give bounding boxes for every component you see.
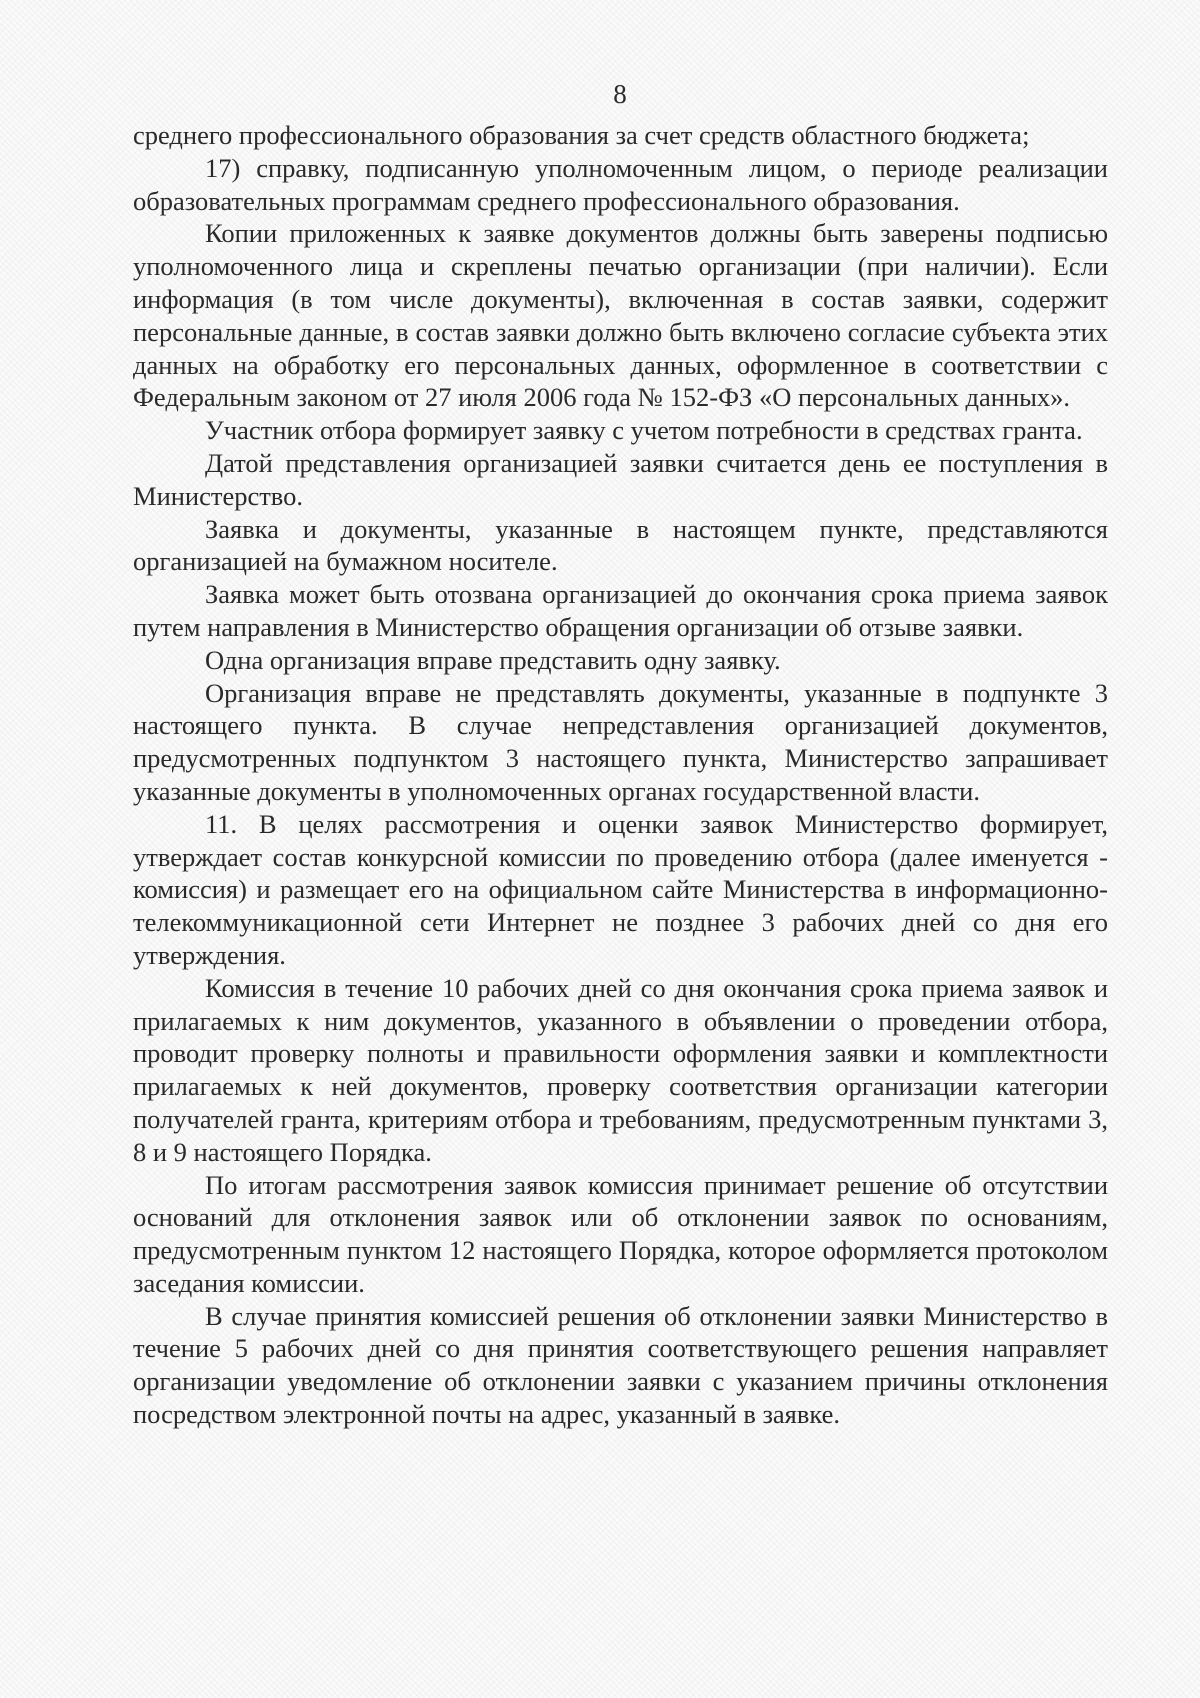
paragraph-continuation: среднего профессионального образования за счет средств областного бюджета; [133,120,1030,150]
paragraph-section-11: 11. В целях рассмотрения и оценки заявок Министерство формирует, утверждает состав конкурсной комиссии по проведению отбора (далее именуется - комиссия) и размещает его на официальном сайте Министерства в информационно-телекоммуникационной сети Интернет не позднее 3 рабочих дней со дня его утверждения. [133,808,1108,970]
paragraph-paper-submission: Заявка и документы, указанные в настоящем пункте, представляются организацией на бумажном носителе. [133,513,1108,577]
paragraph-application-formation: Участник отбора формирует заявку с учетом потребности в средствах гранта. [205,415,1083,446]
paragraph-documents-request: Организация вправе не представлять документы, указанные в подпункте 3 настоящего пункта. В случае непредставления организацией документов, предусмотренных подпунктом 3 настоящего пункта, Министерство запрашивает указанные документы в уполномоченных органах государственной власти. [133,677,1108,806]
paragraph-commission-review: Комиссия в течение 10 рабочих дней со дня окончания срока приема заявок и прилагаемых к ним документов, указанного в объявлении о проведении отбора, проводит проверку полноты и правильности оформления заявки и комплектности прилагаемых к ней документов, проверку соответствия организации категории получателей гранта, критериям отбора и требованиям, предусмотренным пунктами 3, 8 и 9 настоящего Порядка. [133,972,1108,1167]
paragraph-commission-decision: По итогам рассмотрения заявок комиссия принимает решение об отсутствии оснований для отклонения заявок или об отклонении заявок по основаниям, предусмотренным пунктом 12 настоящего Порядка, которое оформляется протоколом заседания комиссии. [133,1169,1108,1298]
paragraph-rejection-notice: В случае принятия комиссией решения об отклонении заявки Министерство в течение 5 рабочих дней со дня принятия соответствующего решения направляет организации уведомление об отклонении заявки с указанием причины отклонения посредством электронной почты на адрес, указанный в заявке. [133,1300,1108,1430]
paragraph-item-17: 17) справку, подписанную уполномоченным лицом, о периоде реализации образовательных программам среднего профессионального образования. [133,152,1108,216]
paragraph-copies-certification: Копии приложенных к заявке документов должны быть заверены подписью уполномоченного лица и скреплены печатью организации (при наличии). Если информация (в том числе документы), включенная в состав заявки, содержит персональные данные, в состав заявки должно быть включено согласие субъекта этих данных на обработку его персональных данных, оформленное в соответствии с Федеральным законом от 27 июля 2006 года № 152-ФЗ «О персональных данных». [133,218,1108,413]
paragraph-withdrawal: Заявка может быть отозвана организацией до окончания срока приема заявок путем направления в Министерство обращения организации об отзыве заявки. [133,579,1108,642]
paragraph-submission-date: Датой представления организацией заявки считается день ее поступления в Министерство. [133,447,1108,511]
document-body [133,119,1108,1431]
paragraph-one-application: Одна организация вправе представить одну заявку. [205,644,781,675]
page-number: 8 [613,79,627,109]
